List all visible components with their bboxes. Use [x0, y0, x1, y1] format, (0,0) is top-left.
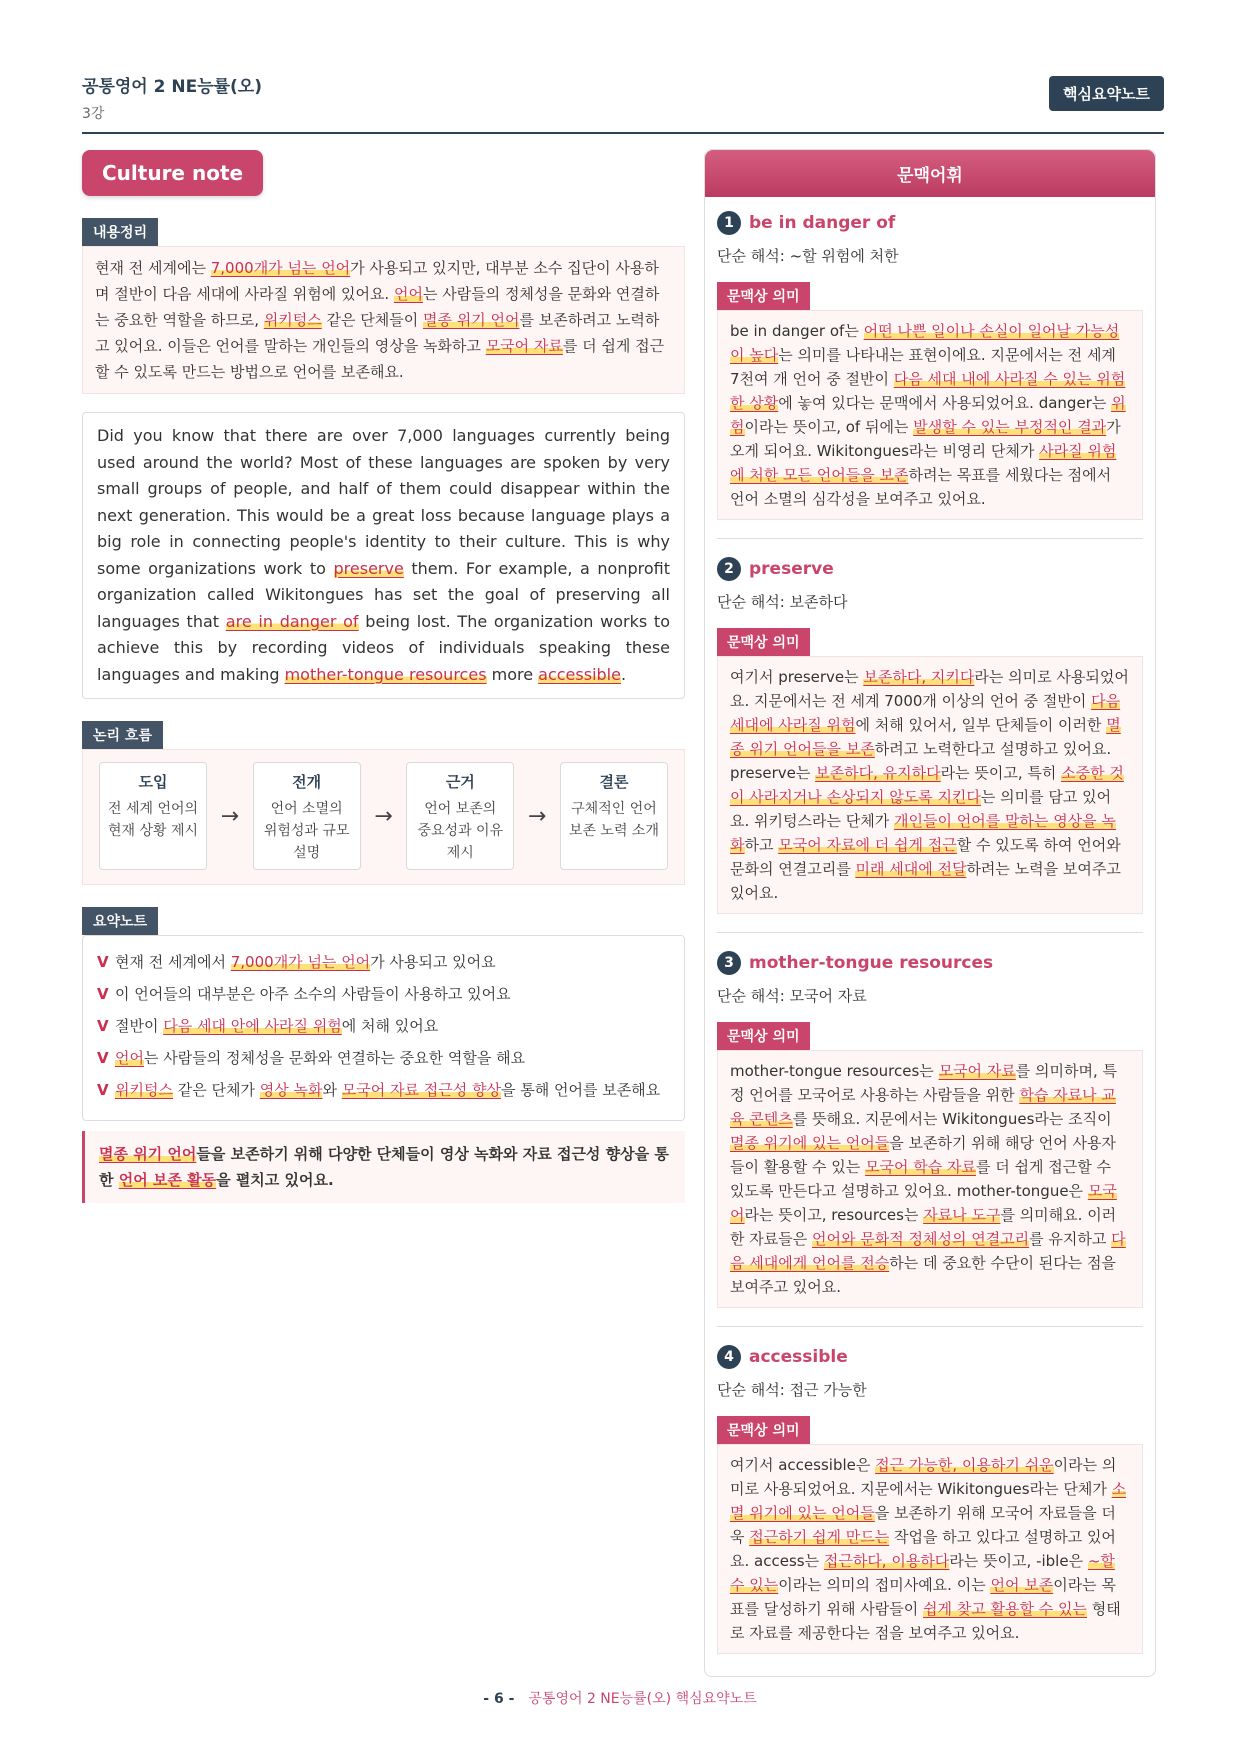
- vocab-word: be in danger of: [749, 213, 896, 233]
- text-span: 하려고 노력한다고 설명하고 있어요. preserve는: [730, 740, 1112, 782]
- text-span: 는 사람들의 정체성을 문화와 연결하는 중요한 역할을 해요: [143, 1049, 526, 1067]
- check-mark-icon: V: [97, 1017, 109, 1035]
- text-span: 를 더 쉽게 접근할 수 있도록 만든다고 설명하고 있어요. mother-tongue은: [730, 1158, 1111, 1200]
- divider: [717, 538, 1143, 539]
- highlighted-phrase: 언어: [393, 285, 423, 303]
- highlighted-phrase: 접근하다, 이용하다: [823, 1552, 950, 1570]
- flow-step-title: 전개: [292, 773, 322, 791]
- check-mark-icon: V: [97, 1081, 109, 1099]
- text-span: 할 수 있도록 하여 언어와 문화의 연결고리를: [730, 836, 1121, 878]
- simple-meaning-label: 단순 해석:: [717, 247, 790, 265]
- highlighted-phrase: 멸종 위기 언어들을 보존: [730, 716, 1121, 758]
- text-span: 작업을 하고 있다고 설명하고 있어요. access는: [730, 1528, 1116, 1570]
- highlighted-phrase: 소멸 위기에 있는 언어들: [730, 1480, 1127, 1522]
- text-span: 여기서 accessible은: [730, 1456, 876, 1474]
- highlighted-phrase: 모국어 자료: [485, 337, 563, 355]
- context-meaning-tag: 문맥상 의미: [717, 1022, 810, 1050]
- vocab-item: [717, 211, 1143, 520]
- lesson-label: 3강: [82, 106, 105, 122]
- highlighted-phrase: 학습 자료나 교육 콘텐츠: [730, 1086, 1116, 1128]
- flow-step-desc: 구체적인 언어 보존 노력 소개: [568, 801, 659, 839]
- text-span: 하려는 노력을 보여주고 있어요.: [730, 860, 1121, 902]
- check-mark-icon: V: [97, 953, 109, 971]
- flow-step-title: 도입: [138, 773, 168, 791]
- highlighted-phrase: 언어 보존: [990, 1576, 1054, 1594]
- text-span: 이라는 목표를 달성하기 위해 사람들이: [730, 1576, 1116, 1618]
- highlighted-phrase: 모국어 자료에 더 쉽게 접근: [778, 836, 957, 854]
- summary-item-text: [115, 982, 511, 1006]
- divider: [717, 1326, 1143, 1327]
- context-meaning-box: [717, 310, 1143, 520]
- summary-item-text: [115, 1014, 438, 1038]
- vocab-item: [717, 1345, 1143, 1654]
- vocab-heading: [717, 211, 1143, 235]
- summary-item: [97, 1078, 670, 1102]
- highlighted-phrase: 언어: [115, 1049, 144, 1067]
- text-span: 가 오게 되어요. Wikitongues라는 비영리 단체가: [730, 418, 1121, 460]
- simple-meaning: [717, 245, 1143, 266]
- text-span: them. For example, a nonprofit organization called Wikitongues has set the goal of preserving all languages that: [97, 558, 670, 631]
- text-span: 를 뜻해요. 지문에서는 Wikitongues라는 조직이: [792, 1110, 1112, 1128]
- text-span: 현재 전 세계에서: [115, 953, 231, 971]
- context-meaning-tag: 문맥상 의미: [717, 628, 810, 656]
- divider: [717, 932, 1143, 933]
- vocab-number-badge: 1: [717, 211, 741, 235]
- vocab-list: [705, 211, 1155, 1654]
- summary-item: [97, 982, 670, 1006]
- highlighted-phrase: are in danger of: [225, 611, 359, 631]
- flow-step-desc: 언어 소멸의 위험성과 규모 설명: [263, 801, 350, 861]
- text-span: 에 처해 있어서, 일부 단체들이 이러한: [855, 716, 1107, 734]
- highlighted-phrase: ~할 수 있는: [730, 1552, 1115, 1594]
- flow-step-desc: 전 세계 언어의 현재 상황 제시: [107, 801, 199, 839]
- text-span: 이라는 의미의 접미사예요. 이는: [778, 1576, 991, 1594]
- summary-item-text: [115, 1078, 660, 1102]
- summary-item: [97, 1014, 670, 1038]
- simple-meaning: [717, 985, 1143, 1006]
- vocab-item: [717, 951, 1143, 1308]
- flow-step: [406, 762, 514, 870]
- text-span: 는 의미를 담고 있어요. 위키텅스라는 단체가: [730, 788, 1112, 830]
- highlighted-phrase: 영상 녹화: [259, 1081, 323, 1099]
- text-span: 절반이: [115, 1017, 164, 1035]
- highlighted-phrase: 소중한 것이 사라지거나 손상되지 않도록 지킨다: [730, 764, 1124, 806]
- text-span: 을 보존하기 위해 모국어 자료들을 더욱: [730, 1504, 1116, 1546]
- simple-meaning-label: 단순 해석:: [717, 987, 790, 1005]
- vocab-number-badge: 4: [717, 1345, 741, 1369]
- text-span: 이 언어들의 대부분은 아주 소수의 사람들이 사용하고 있어요: [115, 985, 511, 1003]
- summary-note-list: [82, 935, 685, 1121]
- highlighted-phrase: 개인들이 언어를 말하는 영상을 녹화: [730, 812, 1116, 854]
- highlighted-phrase: 보존하다, 유지하다: [815, 764, 941, 782]
- simple-meaning-label: 단순 해석:: [717, 1381, 790, 1399]
- text-span: 라는 뜻이고, -ible은: [949, 1552, 1088, 1570]
- text-span: 와: [322, 1081, 342, 1099]
- simple-meaning-value: ~할 위험에 처한: [789, 247, 899, 265]
- english-passage: [82, 412, 685, 699]
- vocab-word: mother-tongue resources: [749, 953, 994, 973]
- highlighted-phrase: 사라질 위험에 처한 모든 언어들을 보존: [730, 442, 1117, 484]
- text-span: being lost. The organization works to achieve this by recording videos of individuals speaking these languages and making: [97, 611, 670, 684]
- flow-step: [253, 762, 361, 870]
- highlighted-phrase: 모국어: [730, 1182, 1117, 1224]
- highlighted-phrase: 위험: [730, 394, 1126, 436]
- text-span: mother-tongue resources는: [730, 1062, 939, 1080]
- simple-meaning: [717, 1379, 1143, 1400]
- page-number: - 6 -: [483, 1691, 515, 1707]
- text-span: 라는 의미로 사용되었어요. 지문에서는 전 세계 7000개 이상의 언어 중 절반이: [730, 668, 1129, 710]
- footer-text: 공통영어 2 NE능률(오) 핵심요약노트: [528, 1691, 757, 1707]
- text-span: 이라는 의미로 사용되었어요. 지문에서는 Wikitongues라는 단체가: [730, 1456, 1117, 1498]
- text-span: 라는 뜻이고, resources는: [744, 1206, 924, 1224]
- context-meaning-tag: 문맥상 의미: [717, 1416, 810, 1444]
- page-header: [82, 72, 1164, 134]
- vocab-number-badge: 3: [717, 951, 741, 975]
- text-span: 를 더 쉽게 접근할 수 있도록 만드는 방법으로 언어를 보존해요.: [95, 337, 665, 381]
- simple-meaning-label: 단순 해석:: [717, 593, 790, 611]
- highlighted-phrase: 모국어 자료 접근성 향상: [341, 1081, 501, 1099]
- text-span: 형태로 자료를 제공한다는 점을 보여주고 있어요.: [730, 1600, 1121, 1642]
- text-span: 여기서 preserve는: [730, 668, 864, 686]
- text-span: 가 사용되고 있지만, 대부분 소수 집단이 사용하며 절반이 다음 세대에 사라질 위험에 있어요.: [95, 259, 659, 303]
- summary-item-text: [115, 950, 496, 974]
- check-mark-icon: V: [97, 985, 109, 1003]
- content-summary-box: [82, 246, 685, 394]
- vocab-item: [717, 557, 1143, 914]
- text-span: more: [486, 664, 539, 684]
- check-mark-icon: V: [97, 1049, 109, 1067]
- text-span: be in danger of는: [730, 322, 864, 340]
- highlighted-phrase: 다음 세대 내에 사라질 수 있는 위험한 상황: [730, 370, 1126, 412]
- highlighted-phrase: 멸종 위기 언어: [422, 311, 520, 329]
- text-span: 을 보존하기 위해 해당 언어 사용자들이 활용할 수 있는: [730, 1134, 1116, 1176]
- highlighted-phrase: accessible: [538, 664, 621, 684]
- left-column: [82, 150, 685, 1203]
- text-span: 를 의미하며, 특정 언어를 모국어로 사용하는 사람들을 위한: [730, 1062, 1118, 1104]
- highlighted-phrase: 쉽게 찾고 활용할 수 있는: [922, 1600, 1087, 1618]
- text-span: 을 펼치고 있어요.: [216, 1171, 334, 1189]
- vocab-panel: [704, 149, 1156, 1677]
- flow-arrow-icon: →: [374, 803, 393, 829]
- highlighted-phrase: 다음 세대에게 언어를 전승: [730, 1230, 1126, 1272]
- context-meaning-box: [717, 656, 1143, 914]
- flow-arrow-icon: →: [527, 803, 547, 829]
- highlighted-phrase: 멸종 위기에 있는 언어들: [730, 1134, 890, 1152]
- context-meaning-tag: 문맥상 의미: [717, 282, 810, 310]
- highlighted-phrase: 모국어 자료: [938, 1062, 1016, 1080]
- highlighted-phrase: 7,000개가 넘는 언어: [230, 953, 371, 971]
- flow-step: [560, 762, 668, 870]
- summary-item-text: [115, 1046, 525, 1070]
- page-footer: [0, 1688, 1240, 1708]
- culture-note-title: Culture note: [82, 150, 263, 196]
- highlighted-phrase: 위키텅스: [263, 311, 322, 329]
- highlighted-phrase: 다음 세대에 사라질 위험: [730, 692, 1121, 734]
- text-span: 하고: [744, 836, 779, 854]
- text-span: 에 놓여 있다는 문맥에서 사용되었어요. danger는: [778, 394, 1112, 412]
- flow-step-title: 결론: [599, 773, 629, 791]
- text-span: 이라는 뜻이고, of 뒤에는: [744, 418, 914, 436]
- logic-flow-diagram: [82, 749, 685, 885]
- highlighted-phrase: 7,000개가 넘는 언어: [210, 259, 351, 277]
- text-span: 를 유지하고: [1029, 1230, 1112, 1248]
- vocab-heading: [717, 557, 1143, 581]
- text-span: .: [620, 664, 627, 684]
- text-span: 를 의미해요. 이러한 자료들은: [730, 1206, 1117, 1248]
- text-span: 라는 뜻이고, 특히: [940, 764, 1062, 782]
- summary-item: [97, 950, 670, 974]
- vocab-word: preserve: [749, 559, 834, 579]
- text-span: 하는 데 중요한 수단이 된다는 점을 보여주고 있어요.: [730, 1254, 1116, 1296]
- highlighted-phrase: 모국어 학습 자료: [865, 1158, 976, 1176]
- logic-flow-tag: 논리 흐름: [82, 721, 163, 749]
- vocab-word: accessible: [749, 1347, 848, 1367]
- text-span: 는 사람들의 정체성을 문화와 연결하는 중요한 역할을 하므로,: [95, 285, 660, 329]
- summary-note-tag: 요약노트: [82, 907, 158, 935]
- highlighted-phrase: 언어 보존 활동: [118, 1171, 217, 1189]
- highlighted-phrase: 자료나 도구: [923, 1206, 1001, 1224]
- highlighted-phrase: 미래 세대에 전달: [855, 860, 967, 878]
- simple-meaning: [717, 591, 1143, 612]
- vocab-heading: [717, 951, 1143, 975]
- text-span: 들을 보존하기 위해 다양한 단체들이 영상 녹화와 자료 접근성 향상을 통한: [99, 1145, 669, 1189]
- flow-step-title: 근거: [445, 773, 475, 791]
- context-meaning-box: [717, 1050, 1143, 1308]
- content-summary-tag: 내용정리: [82, 218, 158, 246]
- conclusion-box: [82, 1131, 685, 1203]
- text-span: 같은 단체가: [172, 1081, 260, 1099]
- simple-meaning-value: 보존하다: [789, 593, 848, 611]
- vocab-number-badge: 2: [717, 557, 741, 581]
- highlighted-phrase: 접근하기 쉽게 만드는: [749, 1528, 890, 1546]
- text-span: 를 보존하려고 노력하고 있어요. 이들은 언어를 말하는 개인들의 영상을 녹화하고: [95, 311, 660, 355]
- highlighted-phrase: preserve: [333, 558, 404, 578]
- text-span: 현재 전 세계에는: [95, 259, 211, 277]
- summary-note-badge: 핵심요약노트: [1049, 76, 1164, 111]
- highlighted-phrase: 언어와 문화적 정체성의 연결고리: [812, 1230, 1030, 1248]
- highlighted-phrase: 위키텅스: [115, 1081, 173, 1099]
- simple-meaning-value: 접근 가능한: [789, 1381, 867, 1399]
- highlighted-phrase: 어떤 나쁜 일이나 손실이 일어날 가능성이 높다: [730, 322, 1120, 364]
- text-span: 는 의미를 나타내는 표현이에요. 지문에서는 전 세계 7천여 개 언어 중 절반이: [730, 346, 1116, 388]
- highlighted-phrase: mother-tongue resources: [284, 664, 487, 684]
- text-span: 에 처해 있어요: [341, 1017, 439, 1035]
- text-span: 가 사용되고 있어요: [370, 953, 496, 971]
- summary-item: [97, 1046, 670, 1070]
- simple-meaning-value: 모국어 자료: [789, 987, 867, 1005]
- course-title: 공통영어 2 NE능률(오): [82, 77, 262, 97]
- highlighted-phrase: 접근 가능한, 이용하기 쉬운: [875, 1456, 1054, 1474]
- text-span: 같은 단체들이: [321, 311, 423, 329]
- highlighted-phrase: 보존하다, 지키다: [863, 668, 975, 686]
- text-span: 을 통해 언어를 보존해요: [500, 1081, 661, 1099]
- highlighted-phrase: 멸종 위기 언어: [99, 1145, 197, 1163]
- flow-arrow-icon: →: [220, 803, 240, 829]
- context-meaning-box: [717, 1444, 1143, 1654]
- flow-step: [99, 762, 207, 870]
- text-span: Did you know that there are over 7,000 languages currently being used around the world? Most of these languages are spoken by very small groups of people, and half of them could disappear within the next generation. This would be a great loss because language plays a big role in connecting people's identity to their culture. This is why some organizations work to: [97, 426, 670, 578]
- flow-step-desc: 언어 보존의 중요성과 이유 제시: [417, 801, 504, 861]
- vocab-panel-title: 문맥어휘: [705, 150, 1155, 197]
- highlighted-phrase: 발생할 수 있는 부정적인 결과: [913, 418, 1107, 436]
- highlighted-phrase: 다음 세대 안에 사라질 위험: [163, 1017, 342, 1035]
- text-span: 하려는 목표를 세웠다는 점에서 언어 소멸의 심각성을 보여주고 있어요.: [730, 466, 1112, 508]
- vocab-heading: [717, 1345, 1143, 1369]
